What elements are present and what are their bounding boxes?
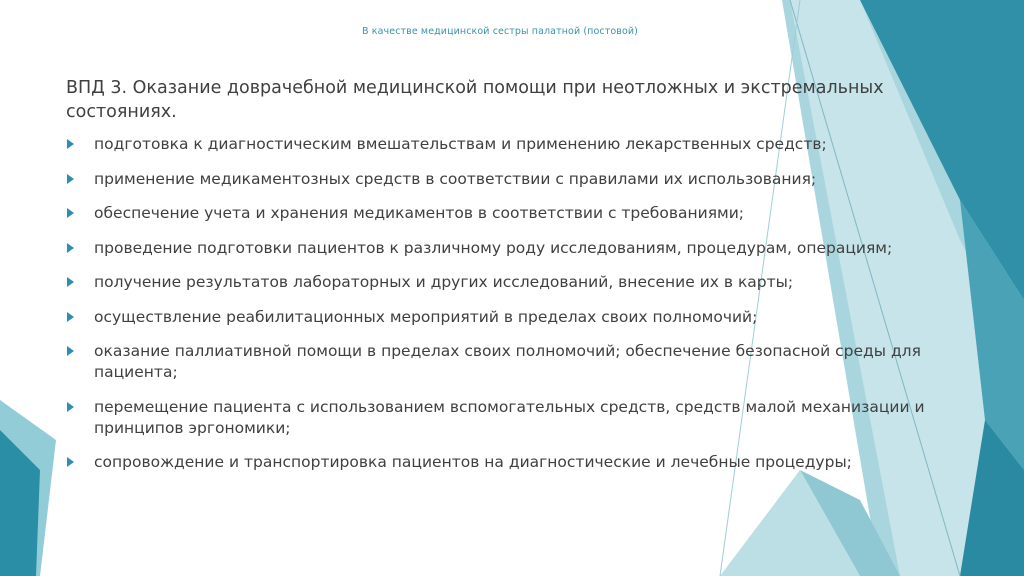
triangle-bullet-icon	[67, 277, 74, 287]
list-item	[66, 307, 996, 328]
list-item-text: применение медикаментозных средств в соответствии с правилами их использования;	[94, 169, 817, 188]
list-item	[66, 238, 996, 259]
triangle-bullet-icon	[67, 174, 74, 184]
list-item-text: проведение подготовки пациентов к различному роду исследованиям, процедурам, операциям;	[94, 238, 893, 257]
list-item	[66, 341, 996, 383]
triangle-bullet-icon	[67, 346, 74, 356]
list-item	[66, 134, 996, 155]
list-item	[66, 169, 996, 190]
triangle-bullet-icon	[67, 402, 74, 412]
slide-subtitle: В качестве медицинской сестры палатной (постовой)	[362, 26, 638, 37]
triangle-bullet-icon	[67, 208, 74, 218]
slide-heading: ВПД 3. Оказание доврачебной медицинской помощи при неотложных и экстремальных состояниях.	[66, 78, 884, 122]
bullet-list	[66, 134, 996, 473]
list-item	[66, 397, 996, 439]
list-item-text: обеспечение учета и хранения медикаментов в соответствии с требованиями;	[94, 204, 745, 222]
list-item-text: подготовка к диагностическим вмешательствам и применению лекарственных средств;	[94, 135, 827, 153]
list-item-text: получение результатов лабораторных и других исследований, внесение их в карты;	[94, 273, 794, 291]
triangle-bullet-icon	[67, 312, 74, 322]
list-item-text: осуществление реабилитационных мероприятий в пределах своих полномочий;	[94, 307, 758, 326]
triangle-bullet-icon	[67, 139, 74, 149]
list-item-text: сопровождение и транспортировка пациентов на диагностические и лечебные процедуры;	[94, 453, 852, 471]
list-item-text: перемещение пациента с использованием вспомогательных средств, средств малой механизации и принципов эргономики;	[94, 397, 925, 437]
list-item	[66, 452, 996, 473]
list-item	[66, 203, 996, 224]
list-item	[66, 272, 996, 293]
triangle-bullet-icon	[67, 457, 74, 467]
triangle-bullet-icon	[67, 243, 74, 253]
slide-content	[66, 76, 996, 487]
list-item-text: оказание паллиативной помощи в пределах своих полномочий; обеспечение безопасной среды для пациента;	[94, 342, 921, 381]
